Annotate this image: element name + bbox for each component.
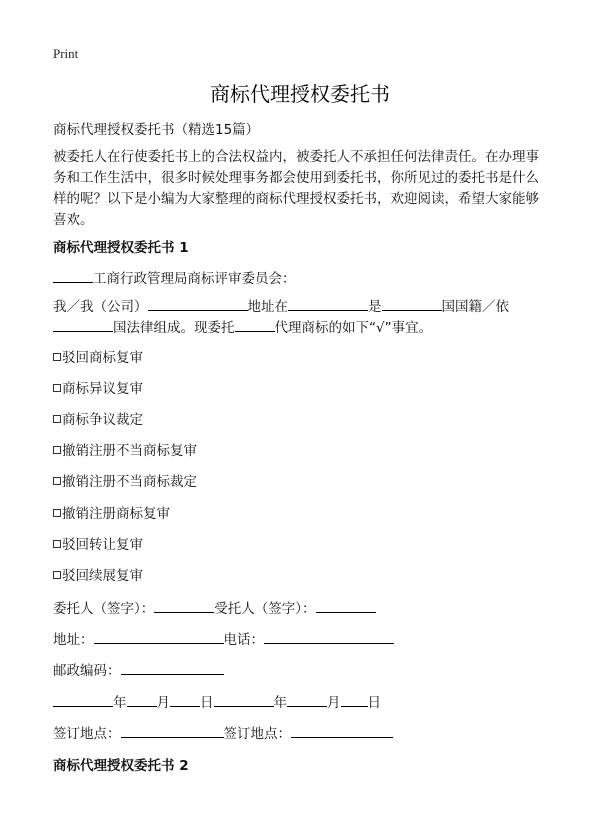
date-label: 月	[156, 695, 170, 711]
print-link[interactable]: Print	[53, 46, 79, 61]
blank-field	[235, 317, 275, 332]
para-text: 我／我（公司）	[53, 299, 148, 315]
document-subtitle: 商标代理授权委托书（精选15篇）	[53, 122, 260, 138]
para-text: 代理商标的如下“√”事宜。	[274, 320, 433, 336]
option-label: 驳回续展复审	[62, 568, 143, 584]
blank-field	[53, 692, 113, 707]
blank-field	[170, 692, 200, 707]
document-title: 商标代理授权委托书	[210, 82, 390, 106]
option-item	[53, 408, 143, 428]
blank-field	[94, 629, 224, 644]
checkbox-icon[interactable]	[53, 571, 61, 579]
date-label: 年	[113, 695, 127, 711]
field-label: 签订地点：	[223, 726, 291, 742]
option-item	[53, 439, 197, 459]
blank-field	[288, 296, 368, 311]
option-item	[53, 564, 143, 584]
field-label: 邮政编码：	[53, 663, 121, 679]
blank-field	[127, 692, 157, 707]
option-label: 驳回转让复审	[62, 537, 143, 553]
blank-field	[341, 692, 368, 707]
para-text: 国国籍／依	[441, 299, 509, 315]
date-label: 月	[327, 695, 341, 711]
option-label: 商标异议复审	[62, 381, 143, 397]
blank-field	[214, 692, 274, 707]
checkbox-icon[interactable]	[53, 446, 61, 454]
date-label: 日	[200, 695, 214, 711]
option-item	[53, 377, 143, 397]
option-label: 商标争议裁定	[62, 412, 143, 428]
para-text: 是	[368, 299, 382, 315]
section-heading-1: 商标代理授权委托书 1	[53, 240, 189, 256]
blank-field	[121, 723, 224, 738]
option-item	[53, 470, 197, 490]
date-label: 年	[273, 695, 287, 711]
blank-field	[264, 629, 394, 644]
blank-field	[148, 296, 248, 311]
option-label: 撤销注册不当商标裁定	[62, 474, 197, 490]
para-text: 国法律组成。现委托	[113, 320, 235, 336]
option-item	[53, 533, 143, 553]
option-label: 撤销注册不当商标复审	[62, 443, 197, 459]
checkbox-icon[interactable]	[53, 540, 61, 548]
section-heading-2: 商标代理授权委托书 2	[53, 758, 189, 774]
option-item	[53, 346, 143, 366]
checkbox-icon[interactable]	[53, 477, 61, 485]
blank-field	[316, 598, 376, 613]
intro-paragraph: 被委托人在行使委托书上的合法权益内，被委托人不承担任何法律责任。在办理事务和工作生活中，很多时候处理事务都会使用到委托书，你所见过的委托书是什么样的呢？以下是小编为大家整理的商标代理授权委托书，欢迎阅读，希望大家能够喜欢。	[53, 149, 539, 228]
checkbox-icon[interactable]	[53, 353, 61, 361]
blank-field	[53, 317, 113, 332]
blank-field	[154, 598, 214, 613]
blank-field	[291, 723, 393, 738]
field-label: 受托人（签字）：	[214, 601, 316, 617]
option-item	[53, 502, 170, 522]
checkbox-icon[interactable]	[53, 384, 61, 392]
blank-field	[382, 296, 442, 311]
checkbox-icon[interactable]	[53, 415, 61, 423]
addressee-line	[53, 267, 296, 287]
signature-line	[53, 597, 376, 617]
field-label: 地址：	[53, 632, 94, 648]
checkbox-icon[interactable]	[53, 509, 61, 517]
option-label: 撤销注册商标复审	[62, 506, 170, 522]
field-label: 电话：	[223, 632, 264, 648]
date-line	[53, 691, 381, 711]
address-phone-line	[53, 628, 394, 648]
delegation-paragraph	[53, 296, 553, 338]
para-text: 地址在	[247, 299, 288, 315]
postcode-line	[53, 659, 224, 679]
sign-place-line	[53, 722, 393, 742]
field-label: 委托人（签字）：	[53, 601, 155, 617]
field-label: 签订地点：	[53, 726, 121, 742]
blank-field	[121, 660, 224, 675]
blank-field	[287, 692, 327, 707]
blank-field	[53, 268, 93, 283]
date-label: 日	[367, 695, 381, 711]
addressee-text: 工商行政管理局商标评审委员会：	[93, 271, 296, 287]
option-label: 驳回商标复审	[62, 350, 143, 366]
